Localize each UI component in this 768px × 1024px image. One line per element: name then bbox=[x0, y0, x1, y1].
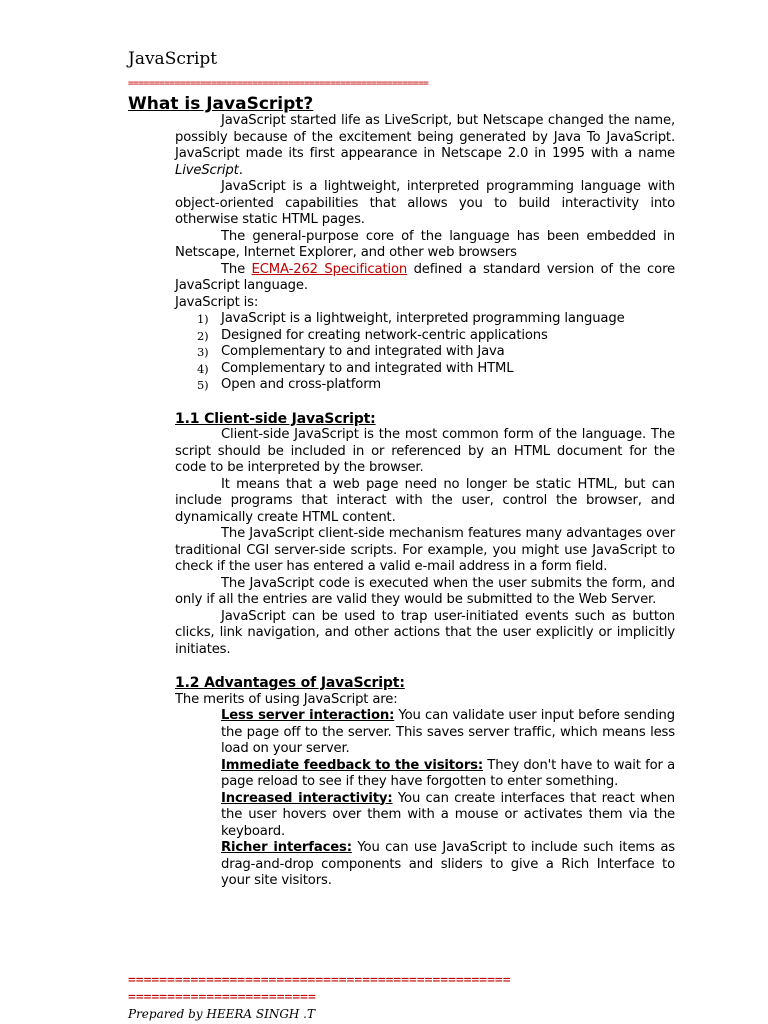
list-number: 1) bbox=[197, 312, 209, 326]
section-gap bbox=[175, 658, 675, 675]
ecma-spec-link[interactable]: ECMA-262 Specification bbox=[251, 261, 408, 277]
list-intro: JavaScript is: bbox=[175, 294, 259, 310]
client-side-heading: 1.1 Client-side JavaScript: bbox=[175, 410, 376, 427]
list-item bbox=[175, 344, 675, 361]
list-text: Complementary to and integrated with Java bbox=[221, 344, 505, 359]
advantage-term: Immediate feedback to the visitors: bbox=[221, 757, 484, 773]
advantage-text: You can validate user input before sending the page off to the server. This saves server traffic, which means less load on your server. bbox=[221, 708, 675, 756]
intro-paragraph-3: The general-purpose core of the language has been embedded in Netscape, Internet Explorer, and other web browsers bbox=[175, 228, 675, 260]
client-side-paragraph: Client-side JavaScript is the most common form of the language. The script should be included in or referenced by an HTML document for the code to be interpreted by the browser. bbox=[175, 427, 675, 475]
advantages-intro: The merits of using JavaScript are: bbox=[175, 691, 398, 707]
intro-paragraph-1 bbox=[175, 113, 675, 179]
list-number: 4) bbox=[197, 361, 209, 376]
main-heading: What is JavaScript? bbox=[128, 94, 314, 114]
client-side-paragraph: It means that a web page need no longer be static HTML, but can include programs that interact with the user, control the browser, and dynamically create HTML content. bbox=[175, 476, 675, 525]
advantage-item bbox=[175, 708, 675, 758]
advantage-term: Increased interactivity: bbox=[221, 790, 393, 806]
advantage-term: Less server interaction: bbox=[221, 708, 395, 723]
list-item bbox=[175, 377, 675, 394]
intro-p4-end: defined a standard version of the core JavaScript language. bbox=[175, 261, 676, 293]
list-item bbox=[175, 361, 675, 378]
list-number: 2) bbox=[197, 328, 209, 343]
advantages-heading: 1.2 Advantages of JavaScript: bbox=[175, 675, 405, 691]
footer-credit: Prepared by HEERA SINGH .T bbox=[128, 1007, 316, 1021]
intro-p1-end: . bbox=[238, 162, 243, 178]
client-side-paragraph: JavaScript can be used to trap user-initiated events such as button clicks, link navigation, and other actions that the user explicitly or implicitly initiates. bbox=[175, 608, 675, 657]
list-item bbox=[175, 328, 675, 345]
intro-paragraph-4 bbox=[175, 262, 675, 295]
footer-divider-continued: ======================== bbox=[128, 990, 316, 1005]
footer-divider: ================================================= bbox=[128, 973, 511, 988]
feature-list bbox=[175, 311, 675, 394]
client-side-paragraph: The JavaScript client-side mechanism features many advantages over traditional CGI server-side scripts. For example, you might use JavaScript to check if the user has entered a valid e-mail address in a form field. bbox=[175, 526, 675, 574]
intro-paragraph-2: JavaScript is a lightweight, interpreted programming language with object-oriented capabilities that allows you to build interactivity into otherwise static HTML pages. bbox=[175, 179, 675, 227]
advantage-text: You can use JavaScript to include such items as drag-and-drop components and sliders to give a Rich Interface to your site visitors. bbox=[221, 840, 675, 888]
page-header-title: JavaScript bbox=[128, 49, 218, 69]
list-text: Open and cross-platform bbox=[221, 377, 381, 392]
document-body bbox=[175, 113, 675, 890]
list-text: Designed for creating network-centric applications bbox=[221, 327, 548, 343]
section-gap bbox=[175, 394, 675, 411]
header-divider: ========================================================== bbox=[128, 78, 429, 89]
list-number: 5) bbox=[197, 378, 209, 392]
advantage-term: Richer interfaces: bbox=[221, 840, 352, 855]
client-side-paragraph: The JavaScript code is executed when the user submits the form, and only if all the entries are valid they would be submitted to the Web Server. bbox=[175, 575, 675, 607]
advantage-text: They don't have to wait for a page reload to see if they have forgotten to enter something. bbox=[221, 757, 676, 789]
list-text: JavaScript is a lightweight, interpreted programming language bbox=[221, 311, 625, 326]
livescript-emphasis: LiveScript bbox=[175, 162, 239, 178]
list-text: Complementary to and integrated with HTML bbox=[221, 360, 514, 376]
intro-p4-text: The bbox=[221, 261, 252, 277]
advantage-text: You can create interfaces that react when the user hovers over them with a mouse or activates them via the keyboard. bbox=[221, 790, 675, 839]
advantage-item bbox=[175, 840, 675, 890]
list-item bbox=[175, 311, 675, 328]
advantage-item bbox=[175, 791, 675, 841]
advantage-item bbox=[175, 758, 675, 791]
intro-p1-text: JavaScript started life as LiveScript, but Netscape changed the name, possibly because of the excitement being generated by Java To JavaScript. JavaScript made its first appearance in Netscape 2.0 in 1995 with a name bbox=[175, 113, 675, 161]
list-number: 3) bbox=[197, 345, 209, 359]
